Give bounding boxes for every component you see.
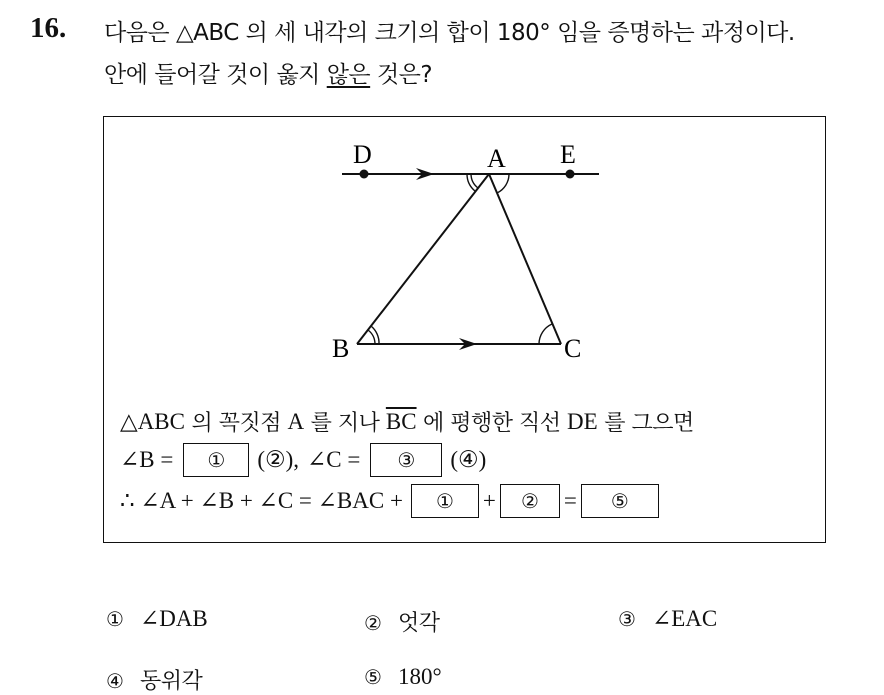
choice-5[interactable] bbox=[364, 664, 442, 690]
choice-3-text: ∠EAC bbox=[651, 606, 718, 631]
blank-3: ③ bbox=[370, 443, 442, 477]
proof-text-d: 를 그으면 bbox=[597, 411, 694, 436]
question-text-line1: 다음은 △ABC 의 세 내각의 크기의 합이 180° 임을 증명하는 과정이다. bbox=[104, 20, 795, 46]
choice-2-number: ② bbox=[364, 611, 382, 635]
choice-1-number: ① bbox=[106, 607, 124, 631]
proof-plus: + bbox=[482, 488, 496, 513]
proof-text-a: 의 꼭짓점 bbox=[184, 411, 288, 436]
question-line2-post: 것은? bbox=[370, 62, 433, 88]
side-ab bbox=[357, 174, 489, 344]
choice-4[interactable] bbox=[106, 664, 202, 695]
choice-1-text: ∠DAB bbox=[139, 606, 208, 631]
choice-2[interactable] bbox=[364, 606, 439, 637]
proof-line-2 bbox=[120, 443, 486, 477]
choice-5-number: ⑤ bbox=[364, 665, 382, 689]
angle-mark-b-inner bbox=[368, 330, 375, 344]
angle-mark-c bbox=[539, 324, 552, 344]
choice-3-number: ③ bbox=[618, 607, 636, 631]
proof-line-3 bbox=[120, 484, 663, 518]
label-e: E bbox=[560, 140, 576, 169]
question-line2-pre: 안에 들어갈 것이 옳지 bbox=[104, 62, 327, 88]
blank-2-sum: ② bbox=[500, 484, 560, 518]
proof-text-c: 에 평행한 직선 bbox=[416, 411, 568, 436]
choice-4-text: 동위각 bbox=[139, 669, 203, 694]
choice-4-number: ④ bbox=[106, 669, 124, 693]
label-d: D bbox=[353, 140, 372, 169]
blank-1: ① bbox=[183, 443, 249, 477]
proof-angle-b: ∠B = bbox=[120, 447, 174, 472]
proof-box bbox=[103, 116, 826, 543]
angle-mark-eac bbox=[497, 174, 509, 193]
angle-mark-dab-inner bbox=[471, 174, 478, 188]
question-number: 16. bbox=[30, 12, 67, 44]
side-ac bbox=[489, 174, 561, 344]
blank-5-sum: ⑤ bbox=[581, 484, 659, 518]
proof-triangle: △ABC bbox=[120, 408, 185, 434]
proof-segment-bc: $\overline{BC}$ bbox=[385, 408, 417, 434]
proof-text-b: 를 지나 bbox=[304, 411, 386, 436]
point-e bbox=[566, 170, 575, 179]
label-c: C bbox=[564, 334, 582, 363]
proof-therefore-expr: ∴ ∠A + ∠B + ∠C = ∠BAC + bbox=[120, 488, 403, 513]
blank-1-sum: ① bbox=[411, 484, 479, 518]
proof-paren-4: (④) bbox=[450, 447, 487, 472]
choice-3[interactable] bbox=[618, 606, 717, 632]
label-b: B bbox=[332, 334, 350, 363]
point-d bbox=[360, 170, 369, 179]
proof-angle-c: ∠C = bbox=[307, 447, 361, 472]
choice-1[interactable] bbox=[106, 606, 208, 632]
proof-point-a: A bbox=[287, 408, 305, 434]
proof-paren-2: (②), bbox=[257, 447, 300, 472]
proof-line-1 bbox=[120, 406, 694, 437]
triangle-figure bbox=[104, 117, 827, 544]
question-text-line2 bbox=[104, 56, 432, 89]
proof-line-de: DE bbox=[567, 408, 598, 434]
proof-equals: = bbox=[563, 488, 577, 513]
choice-5-text: 180° bbox=[397, 664, 442, 689]
label-a: A bbox=[487, 144, 506, 173]
choice-2-text: 엇각 bbox=[397, 611, 440, 636]
question-line2-underlined: 않은 bbox=[326, 62, 371, 88]
